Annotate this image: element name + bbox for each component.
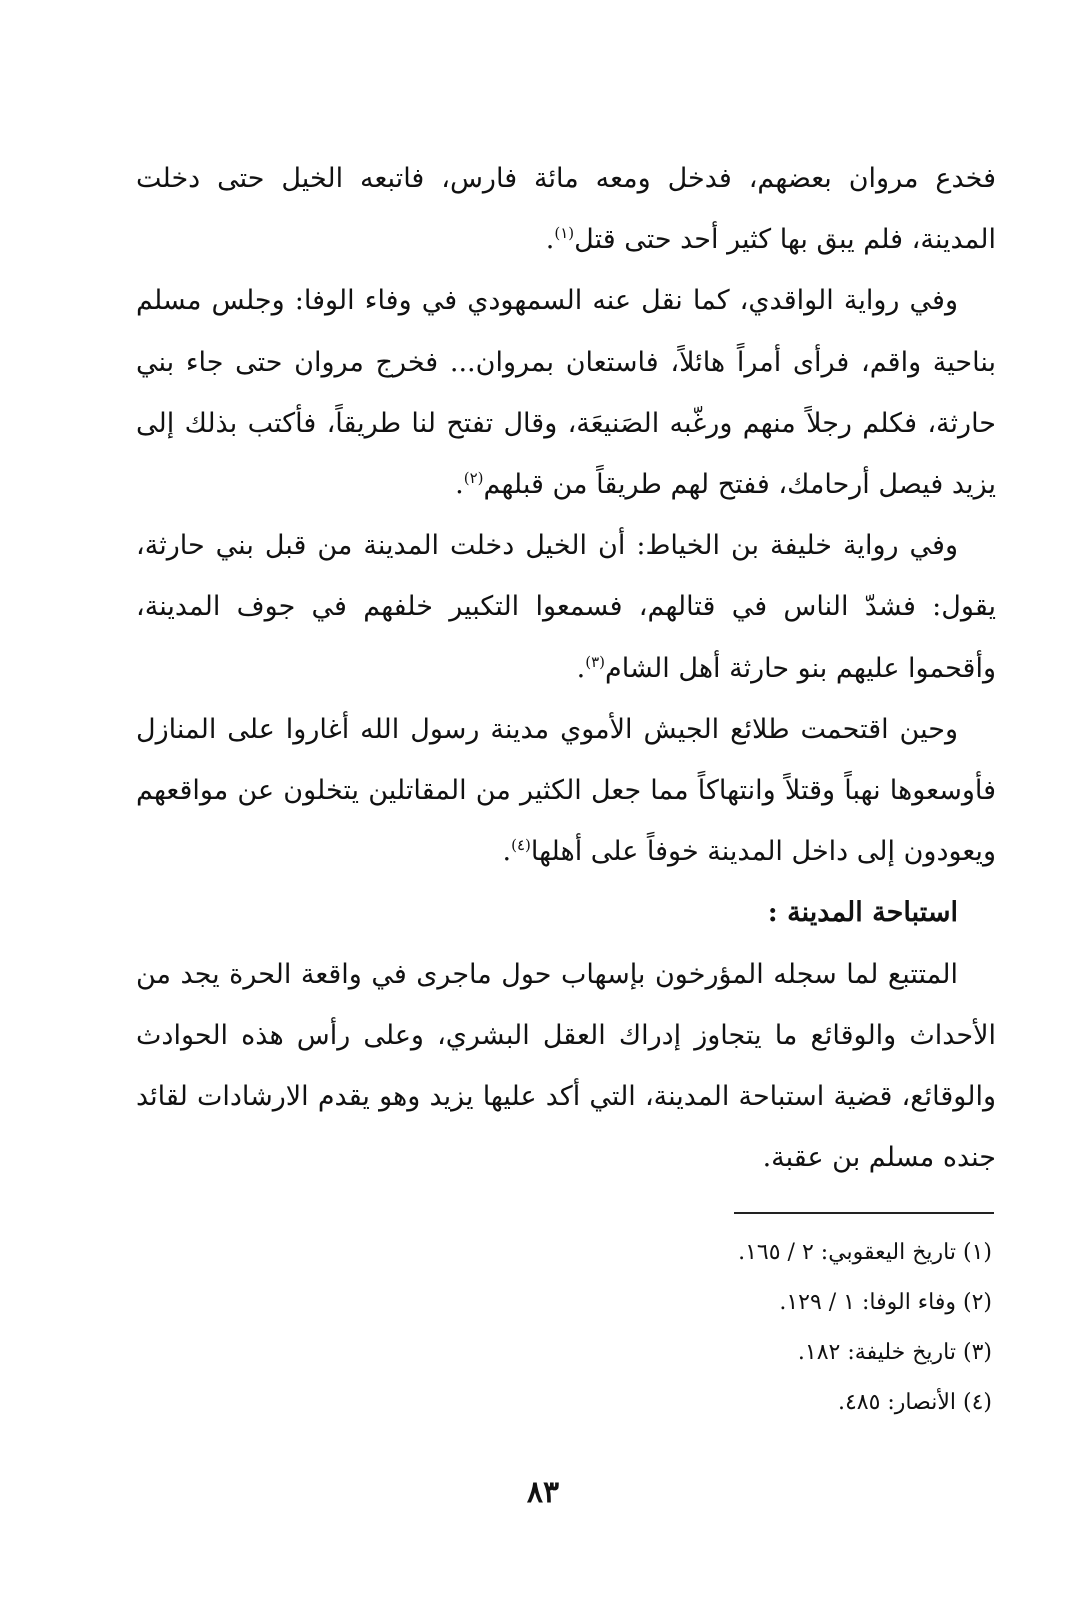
footnote-marker: (١) — [554, 224, 575, 243]
footnote-marker: (٣) — [585, 652, 606, 671]
section-heading: استباحة المدينة : — [767, 897, 958, 929]
page-number: ٨٣ — [526, 1475, 560, 1510]
footnote-1: (١) تاريخ اليعقوبي: ٢ / ١٦٥. — [738, 1240, 992, 1265]
paragraph-end: . — [455, 469, 464, 501]
paragraph-end: . — [576, 652, 586, 684]
footnote-4: (٤) الأنصار: ٤٨٥. — [837, 1390, 992, 1415]
paragraph-text: فخدع مروان بعضهم، فدخل ومعه مائة فارس، فاتبعه الخيل حتى دخلت المدينة، فلم يبق بها كثير أحد حتى قتل — [136, 163, 996, 256]
paragraph-text: وفي رواية الواقدي، كما نقل عنه السمهودي في وفاء الوفا: وجلس مسلم بناحية واقم، فرأى أمراً هائلاً، فاستعان بمروان... فخرج مروان حتى جاء بني حارثة، فكلم رجلاً منهم ورغّبه الصَنيعَة، وقال تفتح لنا طريقاً، فأكتب بذلك إلى يزيد فيصل أرحامك، ففتح لهم طريقاً من قبلهم — [136, 285, 996, 501]
paragraph-4 — [136, 699, 996, 883]
footnote-2: (٢) وفاء الوفا: ١ / ١٢٩. — [779, 1290, 992, 1315]
paragraph-text: وحين اقتحمت طلائع الجيش الأموي مدينة رسول الله أغاروا على المنازل فأوسعوها نهباً وقتلاً وانتهاكاً مما جعل الكثير من المقاتلين يتخلون عن مواقعهم ويعودون إلى داخل المدينة خوفاً على أهلها — [136, 713, 996, 868]
footnotes — [136, 1228, 996, 1428]
footnote-marker: (٤) — [511, 836, 531, 855]
main-text — [136, 148, 996, 1188]
paragraph-5: المتتبع لما سجله المؤرخون بإسهاب حول ماجرى في واقعة الحرة يجد من الأحداث والوقائع ما يتجاوز إدراك العقل البشري، وعلى رأس هذه الحوادث والوقائع، قضية استباحة المدينة، التي أكد عليها يزيد وهو يقدم الارشادات لقائد جنده مسلم بن عقبة. — [136, 958, 996, 1174]
footnote-3: (٣) تاريخ خليفة: ١٨٢. — [797, 1340, 992, 1365]
paragraph-2 — [136, 270, 996, 515]
paragraph-text: وفي رواية خليفة بن الخياط: أن الخيل دخلت المدينة من قبل بني حارثة، يقول: فشدّ الناس في قتالهم، فسمعوا التكبير خلفهم في جوف المدينة، وأقحموا عليهم بنو حارثة أهل الشام — [136, 530, 996, 684]
footnote-marker: (٢) — [463, 469, 484, 488]
footnote-divider — [734, 1212, 994, 1214]
paragraph-1 — [136, 148, 996, 270]
paragraph-3 — [136, 515, 996, 699]
paragraph-end: . — [545, 224, 555, 256]
paragraph-end: . — [502, 836, 512, 868]
